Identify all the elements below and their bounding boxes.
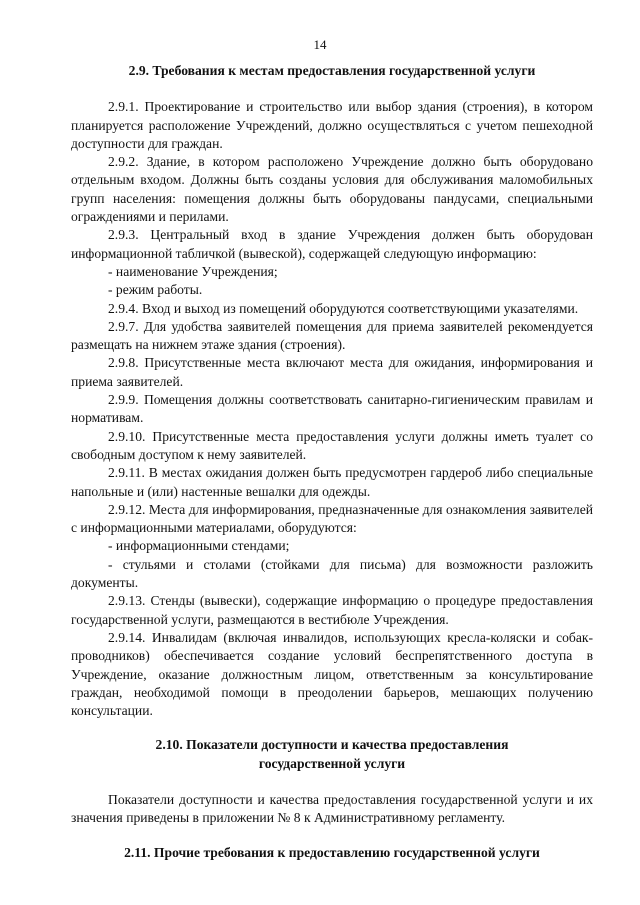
paragraph-2-9-10: 2.9.10. Присутственные места предоставления услуги должны иметь туалет со свободным доступом к нему заявителей. xyxy=(71,428,593,462)
paragraph-2-10: Показатели доступности и качества предоставления государственной услуги и их значения приведены в приложении № 8 к Административному регламенту. xyxy=(71,791,593,826)
paragraph-2-9-12: 2.9.12. Места для информирования, предназначенные для ознакомления заявителей с информационными материалами, оборудуются: xyxy=(71,501,593,536)
section-2-10-heading-line1: 2.10. Показатели доступности и качества предоставления xyxy=(155,737,509,753)
section-2-9-heading: 2.9. Требования к местам предоставления государственной услуги xyxy=(128,63,536,78)
section-2-11-heading: 2.11. Прочие требования к предоставлению государственной услуги xyxy=(124,844,540,860)
paragraph-2-9-3: 2.9.3. Центральный вход в здание Учреждения должен быть оборудован информационной табличкой (вывеской), содержащей следующую информацию: xyxy=(71,227,593,261)
paragraph-2-9-8: 2.9.8. Присутственные места включают места для ожидания, информирования и приема заявителей. xyxy=(71,355,593,389)
paragraph-2-9-11: 2.9.11. В местах ожидания должен быть предусмотрен гардероб либо специальные напольные и (или) настенные вешалки для одежды. xyxy=(71,465,593,499)
paragraph-2-9-9: 2.9.9. Помещения должны соответствовать санитарно-гигиеническим правилам и нормативам. xyxy=(71,392,593,426)
paragraph-2-9-2: 2.9.2. Здание, в котором расположено Учреждение должно быть оборудовано отдельным входом. Должны быть созданы условия для обслуживания маломобильных групп населения: помещения должны быть оборудованы пандусами, специальными ограждениями и перилами. xyxy=(71,154,593,225)
paragraph-2-9-4: 2.9.4. Вход и выход из помещений оборудуются соответствующими указателями. xyxy=(108,300,579,316)
section-2-10-heading xyxy=(71,736,593,773)
page-number: 14 xyxy=(313,37,327,52)
paragraph-2-9-14: 2.9.14. Инвалидам (включая инвалидов, использующих кресла-коляски и собак-проводников) обеспечивается создание условий беспрепятственного доступа в Учреждение, оказание должностным лицом, ответственным за консультирование граждан, необходимой помощи в преодолении барьеров, мешающих получению консультации. xyxy=(71,629,593,719)
list-item-chairs: - стульями и столами (стойками для письма) для возможности разложить документы. xyxy=(71,556,593,591)
list-item-name: - наименование Учреждения; xyxy=(108,263,278,279)
paragraph-2-9-1: 2.9.1. Проектирование и строительство или выбор здания (строения), в котором планируется расположение Учреждений, должно осуществляться с учетом пешеходной доступности для граждан. xyxy=(71,99,593,151)
list-item-stands: - информационными стендами; xyxy=(108,538,290,554)
list-item-schedule: - режим работы. xyxy=(108,282,203,298)
paragraph-2-9-7: 2.9.7. Для удобства заявителей помещения для приема заявителей рекомендуется размещать на нижнем этаже здания (строения). xyxy=(71,318,593,353)
section-2-10-heading-line2: государственной услуги xyxy=(258,755,406,771)
paragraph-2-9-13: 2.9.13. Стенды (вывески), содержащие информацию о процедуре предоставления государственной услуги, размещаются в вестибюле Учреждения. xyxy=(71,593,593,627)
page-content xyxy=(71,62,593,862)
